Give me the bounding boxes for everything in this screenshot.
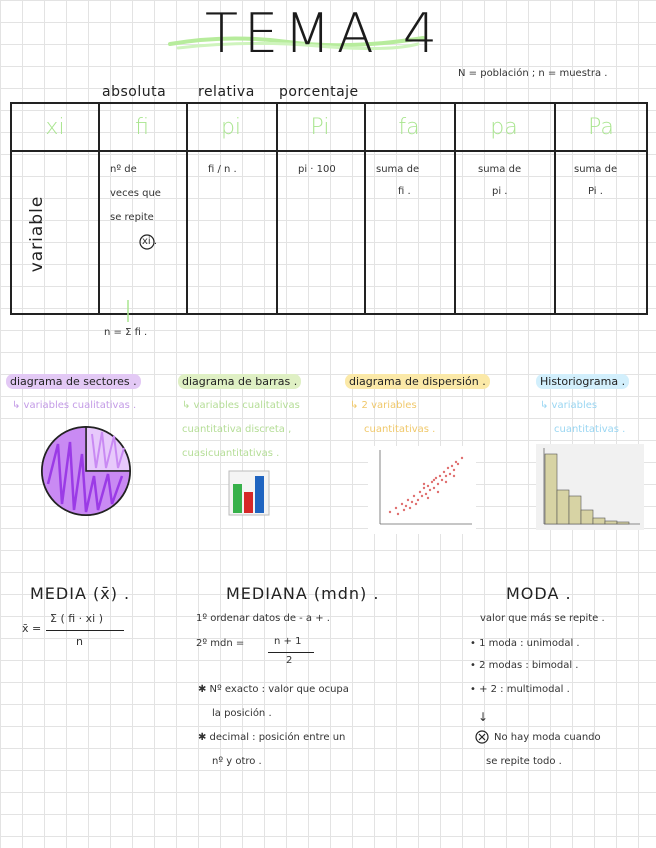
column-header-xi: xi	[45, 114, 65, 140]
bar-chart-icon	[228, 470, 270, 516]
chart-subtitle-bar: ↳ variables cualitativas	[182, 400, 300, 411]
header-percentage: porcentaje	[279, 84, 359, 100]
header-absolute: absoluta	[102, 84, 167, 100]
title-area	[0, 0, 656, 70]
Pi-formula: pi · 100	[298, 164, 336, 175]
fi-description-line: xi .	[142, 236, 158, 247]
moda-item: • + 2 : multimodal .	[470, 684, 570, 695]
circle-mark-icon	[138, 232, 158, 252]
frequency-table	[10, 102, 648, 315]
header-relative: relativa	[198, 84, 255, 100]
column-header-Pi: Pi	[310, 114, 330, 140]
column-header-Pa: Pa	[588, 114, 614, 140]
Pa-description-line: suma de	[574, 164, 618, 175]
mediana-note-line: ✱ decimal : posición entre un	[198, 732, 346, 743]
chart-subtitle-scatter: ↳ 2 variables	[350, 400, 417, 411]
mediana-note-line: ✱ Nº exacto : valor que ocupa	[198, 684, 349, 695]
media-formula-lhs: x̄ =	[22, 622, 42, 635]
chart-title-scatter: diagrama de dispersión .	[345, 374, 490, 389]
row-label-variable: variable	[27, 195, 47, 273]
mediana-fraction-numerator: n + 1	[274, 636, 302, 647]
moda-note-line: No hay moda cuando	[494, 732, 601, 743]
mediana-note-line: la posición .	[212, 708, 272, 719]
chart-title-bar: diagrama de barras .	[178, 374, 301, 389]
mediana-step2: 2º mdn =	[196, 638, 245, 649]
chart-subtitle-histogram: ↳ variables	[540, 400, 598, 411]
chart-subtitle-bar: cuasicuantitativas .	[182, 448, 280, 459]
media-title: MEDIA (x̄) .	[30, 584, 131, 603]
fi-description-line: se repite	[110, 212, 154, 223]
moda-arrow: ↓	[478, 710, 489, 724]
pie-chart-sketch	[36, 424, 136, 518]
chart-subtitle-pie: ↳ variables cualitativas .	[12, 400, 137, 411]
table-header-divider	[12, 150, 646, 152]
chart-title-histogram: Historiograma .	[536, 374, 629, 389]
chart-title-pie: diagrama de sectores .	[6, 374, 141, 389]
pa-description-line: suma de	[478, 164, 522, 175]
circled-x-icon	[474, 729, 490, 745]
media-formula-denominator: n	[76, 635, 83, 648]
moda-item: • 2 modas : bimodal .	[470, 660, 579, 671]
fa-description-line: fi .	[398, 186, 411, 197]
column-header-fi: fi	[135, 114, 149, 140]
fi-description-line: veces que	[110, 188, 161, 199]
mediana-fraction-bar	[268, 652, 314, 653]
fi-description-line: nº de	[110, 164, 137, 175]
media-fraction-bar	[46, 630, 124, 631]
moda-note-line: se repite todo .	[486, 756, 562, 767]
column-header-pi: pi	[220, 114, 242, 140]
histogram-image	[536, 444, 644, 530]
column-header-pa: pa	[490, 114, 518, 140]
pi-formula: fi / n .	[208, 164, 237, 175]
mediana-title: MEDIANA (mdn) .	[226, 584, 380, 603]
mediana-fraction-denominator: 2	[286, 655, 293, 666]
moda-title: MODA .	[506, 584, 572, 603]
moda-definition: valor que más se repite .	[480, 613, 605, 624]
scatter-plot-image	[368, 446, 476, 534]
column-header-fa: fa	[398, 114, 420, 140]
moda-item: • 1 moda : unimodal .	[470, 638, 580, 649]
n-formula: n = Σ fi .	[104, 327, 148, 338]
fa-description-line: suma de	[376, 164, 420, 175]
chart-subtitle-scatter: cuantitativas .	[364, 424, 436, 435]
Pa-description-line: Pi .	[588, 186, 603, 197]
chart-subtitle-histogram: cuantitativas .	[554, 424, 626, 435]
pa-description-line: pi .	[492, 186, 508, 197]
page-title: TEMA 4	[205, 2, 444, 65]
media-formula-numerator: Σ ( fi · xi )	[50, 612, 104, 625]
mediana-note-line: nº y otro .	[212, 756, 262, 767]
mediana-step1: 1º ordenar datos de - a + .	[196, 613, 330, 624]
population-note: N = población ; n = muestra .	[458, 68, 608, 79]
down-arrow-icon	[122, 300, 134, 326]
chart-subtitle-bar: cuantitativa discreta ,	[182, 424, 292, 435]
